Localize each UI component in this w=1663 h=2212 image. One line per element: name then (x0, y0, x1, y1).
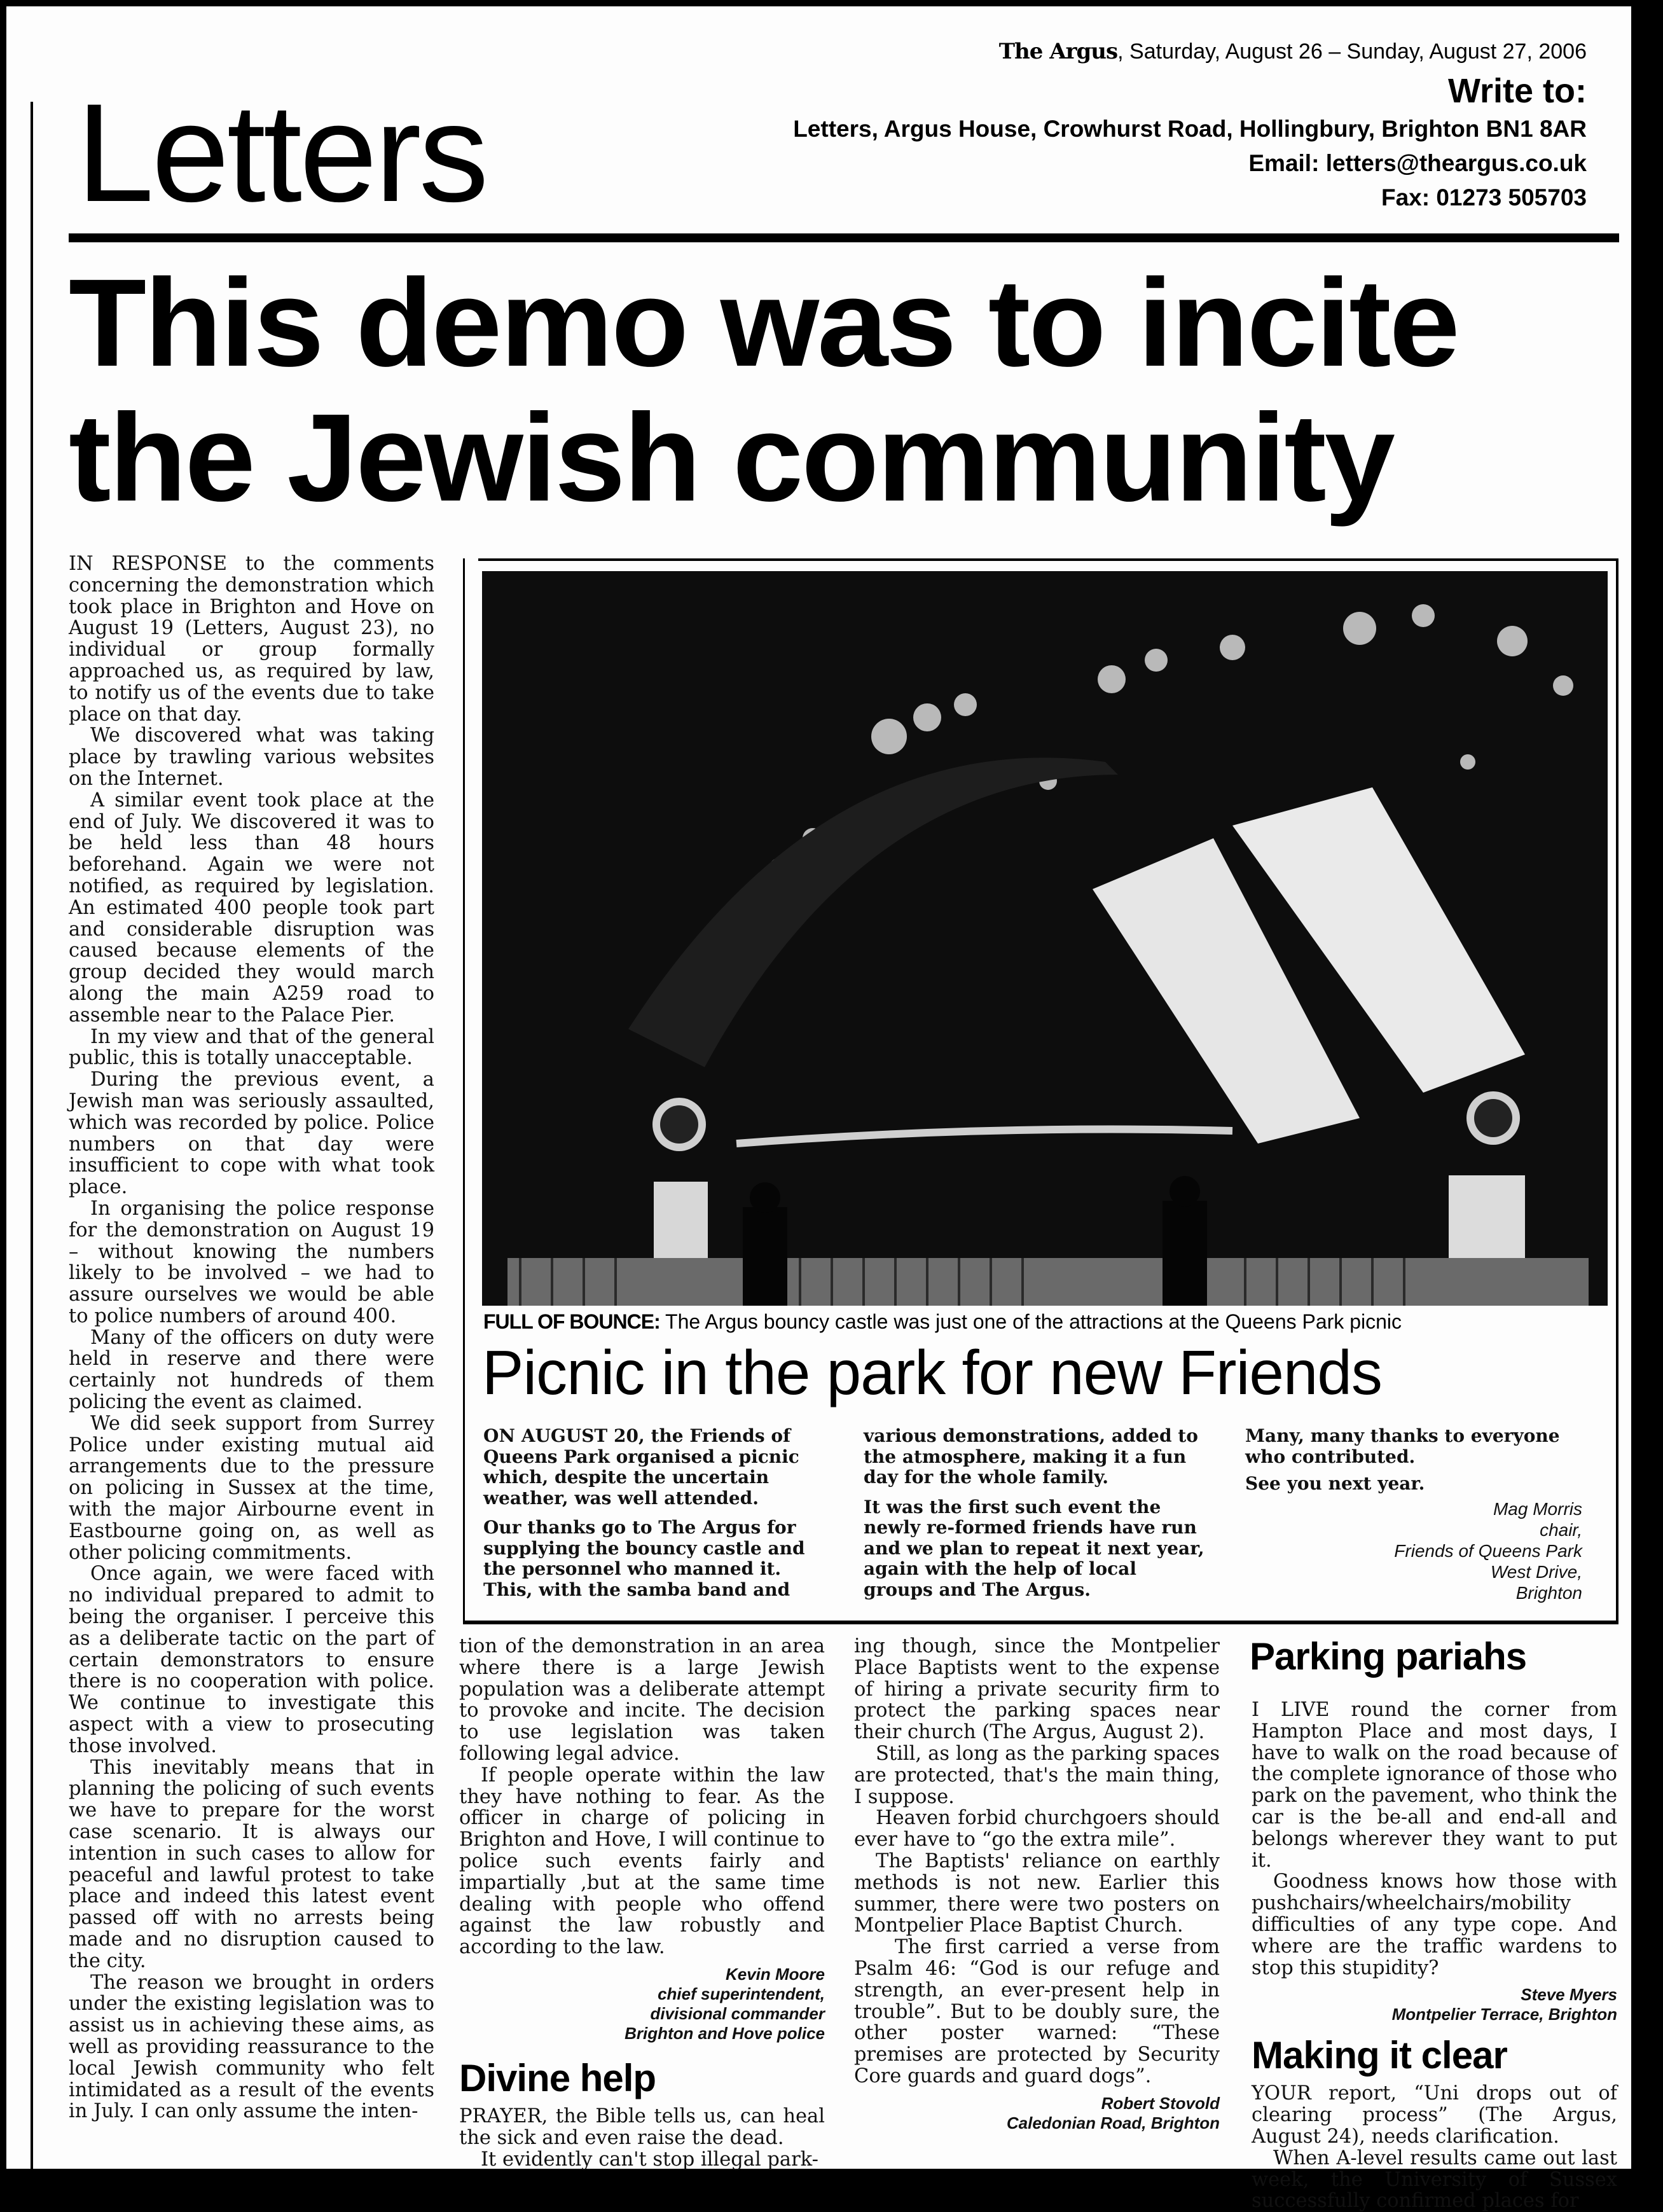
letter-paragraph: If people operate within the law they have nothing to fear. As the officer in charge of policing in Brighton and Hove, I will continue to police such events fairly and impartially ,but at the same time dealing with people who offend against the law robustly and according to the law. (459, 1764, 825, 1959)
picnic-paragraph: Our thanks go to The Argus for supplying the bouncy castle and the personnel who manned it. This, with the samba band and (483, 1517, 805, 1600)
picnic-column-3 (1245, 1426, 1601, 1603)
signature-title: divisional commander (650, 2003, 825, 2023)
divine-help-signature (854, 2094, 1220, 2133)
letter-paragraph: Heaven forbid churchgoers should ever have to “go the extra mile”. (854, 1807, 1220, 1851)
signature-address: Montpelier Terrace, Brighton (1391, 2005, 1617, 2024)
signature-town: Brighton (1515, 1582, 1582, 1603)
letter-paragraph: In organising the police response for the demonstration on August 19 – without knowing the numbers likely to be involved – we had to assure ourselves we would be able to police numbers of around 400. (69, 1197, 434, 1327)
parking-pariahs-column (1252, 1699, 1617, 2212)
letter-paragraph: This inevitably means that in planning the policing of such events we have to prepare for the worst case scenario. It is always our intention in such cases to allow for peaceful and lawful protest to take place and indeed this latest event passed off with no arrests being made and no disruption caused to the city. (69, 1756, 434, 1972)
signature-name: Kevin Moore (725, 1964, 825, 1984)
letter-paragraph: We discovered what was taking place by trawling various websites on the Internet. (69, 724, 434, 790)
page-edge-rule (31, 102, 33, 2175)
main-letter-signature (459, 1965, 825, 2043)
signature-address: Caledonian Road, Brighton (1006, 2113, 1220, 2133)
letter-paragraph: We did seek support from Surrey Police under existing mutual aid arrangements due to the pressure on policing in Sussex at the time, with the major Airbourne event in Eastbourne going on, as well as other policing commitments. (69, 1412, 434, 1564)
caption-text: The Argus bouncy castle was just one of the attractions at the Queens Park picnic (659, 1310, 1402, 1333)
dateline (793, 37, 1587, 66)
letter-paragraph: In my view and that of the general public, this is totally unacceptable. (69, 1025, 434, 1070)
picnic-paragraph: See you next year. (1245, 1473, 1425, 1494)
signature-street: West Drive, (1490, 1561, 1582, 1582)
signature-name: Robert Stovold (1101, 2093, 1220, 2113)
letter-paragraph: IN RESPONSE to the comments concerning the demonstration which took place in Brighton and Hove on August 19 (Letters, August 23), no individual or group formally approached us, as required by law, to notify us of the events due to take place on that day. (69, 553, 434, 726)
email-address: Email: letters@theargus.co.uk (1248, 150, 1587, 176)
main-letter-continuation (459, 1636, 825, 2170)
letter-paragraph: tion of the demonstration in an area where there is a large Jewish population was a deliberate attempt to provoke and incite. The decision to use legislation was taken following legal advice. (459, 1635, 825, 1765)
picnic-signature (1245, 1498, 1582, 1603)
publication-name: The Argus (998, 39, 1118, 64)
masthead-info (793, 37, 1587, 215)
signature-name: Steve Myers (1521, 1985, 1617, 2005)
fax-number: Fax: 01273 505703 (1381, 184, 1587, 211)
section-title: Letters (76, 74, 486, 231)
picnic-column-1 (483, 1426, 820, 1609)
letter-paragraph: PRAYER, the Bible tells us, can heal the sick and even raise the dead. (459, 2105, 825, 2149)
letter-paragraph: When A-level results came out last week, the University of Sussex successfully confirmed places for (1252, 2146, 1617, 2212)
letter-paragraph: The reason we brought in orders under the existing legislation was to assist us in achieving these aims, as well as providing reassurance to the local Jewish community who felt intimidated as a result of the events in July. I can only assume the inten- (69, 1971, 434, 2123)
letter-paragraph: YOUR report, “Uni drops out of clearing process” (The Argus, August 24), needs clarification. (1252, 2082, 1617, 2148)
parking-pariahs-signature (1252, 1985, 1617, 2024)
divine-help-continuation (854, 1636, 1220, 2133)
signature-name: Mag Morris (1493, 1498, 1582, 1519)
write-to-label: Write to: (1448, 72, 1587, 110)
main-headline (69, 253, 1663, 527)
caption-label: FULL OF BOUNCE: (483, 1310, 660, 1333)
newspaper-page (6, 6, 1631, 2212)
making-it-clear-headline: Making it clear (1252, 2034, 1507, 2077)
letter-paragraph: Still, as long as the parking spaces are protected, that's the main thing, I suppose. (854, 1742, 1220, 1808)
headline-line-2: the Jewish community (69, 388, 1393, 527)
parking-pariahs-headline: Parking pariahs (1250, 1635, 1527, 1678)
signature-title: chair, (1540, 1519, 1582, 1540)
picnic-paragraph: Many, many thanks to everyone who contributed. (1245, 1425, 1560, 1467)
photo-image-icon (482, 571, 1608, 1306)
letter-paragraph: Once again, we were faced with no individual prepared to admit to being the organiser. I perceive this as a deliberate tactic on the part of certain demonstrators to ensure there is no cooperation with police. We continue to investigate this aspect with a view to prosecuting those involved. (69, 1563, 434, 1757)
bouncy-castle-photo (482, 571, 1608, 1306)
picnic-paragraph: ON AUGUST 20, the Friends of Queens Park organised a picnic which, despite the uncertain weather, was well attended. (483, 1425, 799, 1509)
headline-line-1: This demo was to incite (69, 253, 1458, 392)
picnic-headline: Picnic in the park for new Friends (482, 1338, 1382, 1407)
letter-paragraph: A similar event took place at the end of July. We discovered it was to be held less than 48 hours beforehand. Again we were not notified, as required by legislation. An estimated 400 people took part and considerable disruption was caused because elements of the group decided they would march along the main A259 road to assemble near to the Palace Pier. (69, 789, 434, 1027)
photo-caption (483, 1309, 1402, 1334)
postal-address: Letters, Argus House, Crowhurst Road, Hollingbury, Brighton BN1 8AR (793, 116, 1587, 142)
signature-title: chief superintendent, (658, 1984, 825, 2003)
letter-paragraph: ing though, since the Montpelier Place Baptists went to the expense of hiring a private security firm to protect the parking spaces near their church (The Argus, August 2). (854, 1635, 1220, 1744)
divine-help-headline: Divine help (459, 2056, 656, 2099)
picnic-paragraph: It was the first such event the newly re-formed friends have run and we plan to repeat it next year, again with the help of local groups and The Argus. (864, 1496, 1204, 1600)
issue-date: , Saturday, August 26 – Sunday, August 27, 2006 (1117, 39, 1587, 64)
signature-org: Friends of Queens Park (1394, 1540, 1582, 1561)
main-letter-column (69, 553, 434, 2122)
letter-paragraph: It evidently can't stop illegal park- (481, 2148, 818, 2171)
picnic-column-2 (864, 1426, 1207, 1609)
picnic-paragraph: various demonstrations, added to the atmosphere, making it a fun day for the whole family. (864, 1425, 1198, 1488)
letter-paragraph: I LIVE round the corner from Hampton Place and most days, I have to walk on the road because of the complete ignorance of those who park on the pavement, who think the car is the be-all and end-all and belongs wherever they want to put it. (1252, 1699, 1617, 1872)
letter-paragraph: The Baptists' reliance on earthly methods is not new. Earlier this summer, there were two posters on Montpelier Place Baptist Church. (854, 1849, 1220, 1937)
signature-title: Brighton and Hove police (624, 2023, 825, 2043)
letter-paragraph: During the previous event, a Jewish man was seriously assaulted, which was recorded by police. Police numbers on that day were insufficient to cope with what took place. (69, 1068, 434, 1199)
masthead-rule (69, 233, 1619, 242)
letter-paragraph: Many of the officers on duty were held in reserve and there were certainly not hundreds of them policing the event as claimed. (69, 1326, 434, 1414)
letter-paragraph: Goodness knows how those with pushchairs/wheelchairs/mobility difficulties of any type cope. And where are the traffic wardens to stop this stupidity? (1252, 1870, 1617, 1979)
letter-paragraph: The first carried a verse from Psalm 46: “God is our refuge and strength, an ever-present help in trouble”. But to be doubly sure, the other poster warned: “These premises are protected by Security Core guards and guard dogs”. (854, 1936, 1220, 2087)
